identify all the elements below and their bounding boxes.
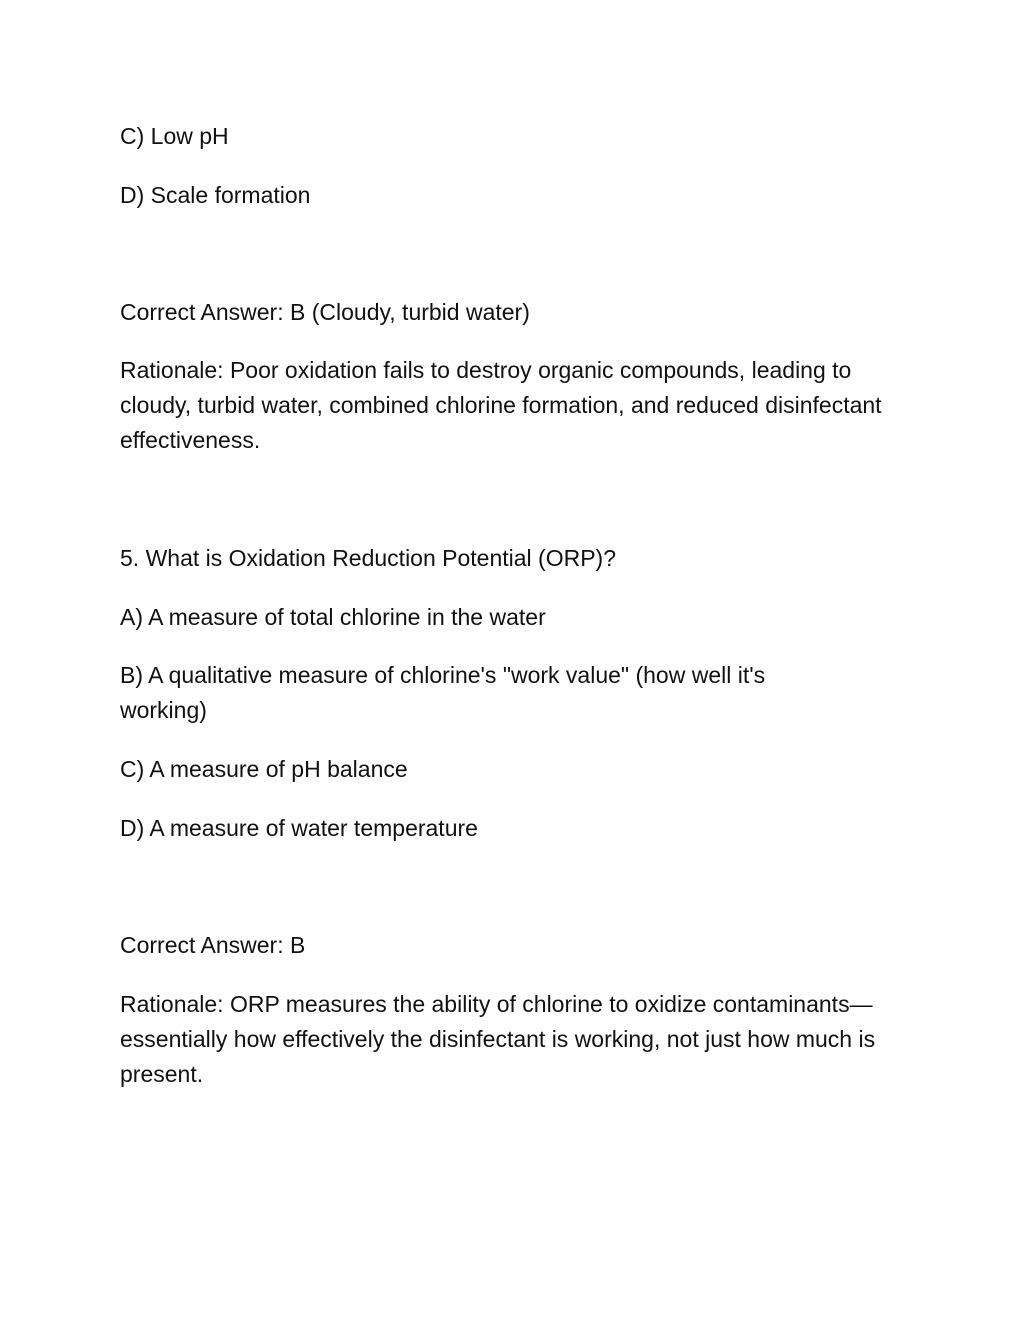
question-5-option-b: B) A qualitative measure of chlorine's "work value" (how well it's working) [120,662,766,723]
previous-question-correct-answer: Correct Answer: B (Cloudy, turbid water) [120,299,530,325]
previous-question-option-d: D) Scale formation [120,182,311,208]
question-5-option-c: C) A measure of pH balance [120,756,408,782]
previous-question-rationale: Rationale: Poor oxidation fails to destroy organic compounds, leading to cloudy, turbid water, combined chlorine formation, and reduced disinfectant effectiveness. [120,357,882,453]
question-5-option-a: A) A measure of total chlorine in the water [120,604,546,630]
question-5-rationale: Rationale: ORP measures the ability of chlorine to oxidize contaminants—essentially how effectively the disinfectant is working, not just how much is present. [120,991,876,1087]
question-5-correct-answer: Correct Answer: B [120,932,306,958]
previous-question-option-c: C) Low pH [120,123,229,149]
question-5-prompt: 5. What is Oxidation Reduction Potential (ORP)? [120,545,617,571]
question-5-option-d: D) A measure of water temperature [120,815,478,841]
